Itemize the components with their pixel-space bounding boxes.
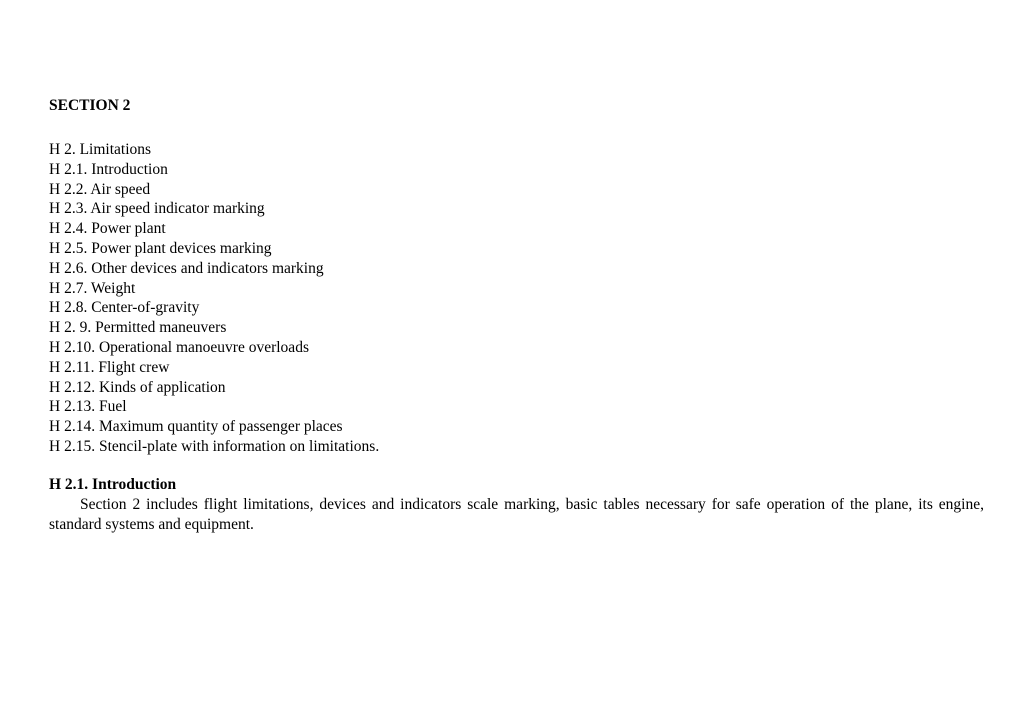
- toc-item: H 2.3. Air speed indicator marking: [49, 200, 265, 218]
- toc-item: H 2.1. Introduction: [49, 160, 168, 178]
- toc-item: H 2. 9. Permitted maneuvers: [49, 319, 227, 337]
- toc-item: H 2.5. Power plant devices marking: [49, 239, 272, 257]
- section-title: SECTION 2: [49, 97, 131, 114]
- intro-paragraph: Section 2 includes flight limitations, devices and indicators scale marking, basic tables necessary for safe operation of the plane, its engine, standard systems and equipment.: [49, 495, 984, 533]
- toc-item: H 2.8. Center-of-gravity: [49, 299, 200, 317]
- toc-item: H 2.7. Weight: [49, 279, 136, 297]
- toc-item: H 2.10. Operational manoeuvre overloads: [49, 338, 309, 356]
- toc-item: H 2.2. Air speed: [49, 180, 151, 198]
- toc-item: H 2.13. Fuel: [49, 398, 127, 416]
- toc-item: H 2.6. Other devices and indicators marking: [49, 259, 324, 277]
- toc-item: H 2. Limitations: [49, 141, 152, 158]
- toc-item: H 2.12. Kinds of application: [49, 378, 226, 396]
- toc-item: H 2.4. Power plant: [49, 220, 166, 238]
- document-page: [49, 96, 989, 535]
- table-of-contents: [49, 140, 989, 457]
- intro-heading: H 2.1. Introduction: [49, 475, 177, 493]
- toc-item: H 2.11. Flight crew: [49, 358, 170, 376]
- toc-item: H 2.15. Stencil-plate with information on limitations.: [49, 437, 380, 455]
- toc-item: H 2.14. Maximum quantity of passenger places: [49, 418, 343, 436]
